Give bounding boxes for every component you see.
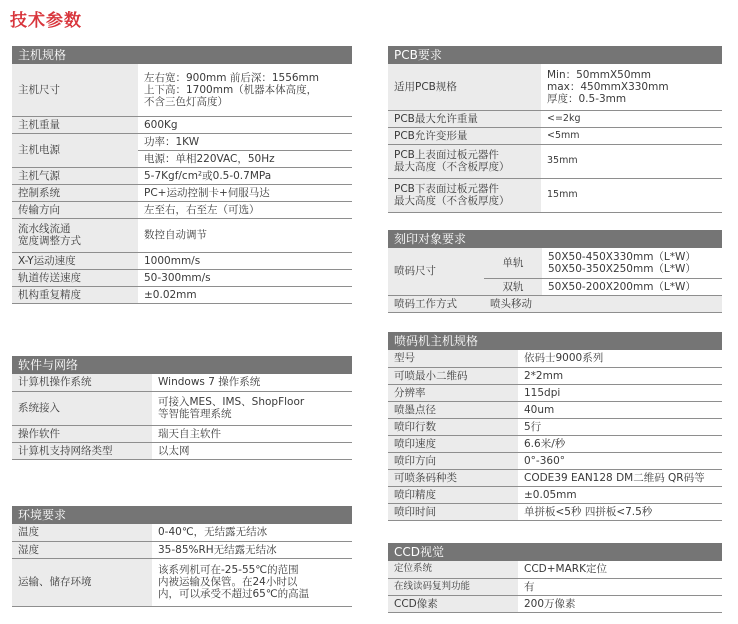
engrave-object-table xyxy=(388,230,722,313)
control-system-label: 控制系统 xyxy=(12,184,138,201)
xy-speed-label: X-Y运动速度 xyxy=(12,252,138,269)
transfer-direction-value: 左至右，右至左（可选） xyxy=(138,201,352,218)
print-lines-value: 5行 xyxy=(518,418,722,435)
os-label: 计算机操作系统 xyxy=(12,374,152,391)
barcode-types-label: 可喷条码种类 xyxy=(388,469,518,486)
print-accuracy-value: ±0.05mm xyxy=(518,486,722,503)
rail-speed-value: 50-300mm/s xyxy=(138,269,352,286)
ccd-pixel-value: 200万像素 xyxy=(518,595,722,612)
xy-speed-value: 1000mm/s xyxy=(138,252,352,269)
transport-storage-label: 运输、储存环境 xyxy=(12,558,152,606)
single-rail-value: 50X50-450X330mm（L*W） 50X50-350X250mm（L*W） xyxy=(542,248,722,278)
width-adjust-value: 数控自动调节 xyxy=(138,218,352,252)
dot-size-label: 喷墨点径 xyxy=(388,401,518,418)
online-read-label: 在线读码复判功能 xyxy=(388,578,518,595)
print-work-mode-label: 喷码工作方式 xyxy=(388,295,484,312)
host-spec-table xyxy=(12,46,352,304)
os-value: Windows 7 操作系统 xyxy=(152,374,352,391)
host-power-wattage: 功率：1KW xyxy=(138,133,352,150)
ccd-header: CCD视觉 xyxy=(388,543,722,561)
page-title: 技术参数 xyxy=(10,11,82,31)
print-time-label: 喷印时间 xyxy=(388,503,518,520)
resolution-value: 115dpi xyxy=(518,384,722,401)
print-direction-value: 0°-360° xyxy=(518,452,722,469)
pcb-weight-value: <=2kg xyxy=(541,110,722,127)
pcb-size-value: Min：50mmX50mm max：450mmX330mm 厚度：0.5-3mm xyxy=(541,64,722,110)
software-label: 操作软件 xyxy=(12,425,152,442)
resolution-label: 分辨率 xyxy=(388,384,518,401)
pcb-bottom-height-label: PCB下表面过板元器件 最大高度（不含板厚度） xyxy=(388,178,541,212)
ccd-pixel-label: CCD像素 xyxy=(388,595,518,612)
host-size-label: 主机尺寸 xyxy=(12,64,138,116)
network-type-label: 计算机支持网络类型 xyxy=(12,442,152,459)
printer-host-header: 喷码机主机规格 xyxy=(388,332,722,350)
ccd-table xyxy=(388,543,722,613)
width-adjust-label: 流水线流通 宽度调整方式 xyxy=(12,218,138,252)
pcb-top-height-label: PCB上表面过板元器件 最大高度（不含板厚度） xyxy=(388,144,541,178)
temperature-label: 温度 xyxy=(12,524,152,541)
environment-table xyxy=(12,506,352,607)
system-access-label: 系统接入 xyxy=(12,391,152,425)
host-power-label: 主机电源 xyxy=(12,133,138,167)
host-air-value: 5-7Kgf/cm²或0.5-0.7MPa xyxy=(138,167,352,184)
host-weight-label: 主机重量 xyxy=(12,116,138,133)
transport-storage-value: 该系列机可在-25-55℃的范围 内被运输及保管。在24小时以 内，可以承受不超过65℃的高温 xyxy=(152,558,352,606)
environment-header: 环境要求 xyxy=(12,506,352,524)
humidity-label: 湿度 xyxy=(12,541,152,558)
pcb-warp-label: PCB允许变形量 xyxy=(388,127,541,144)
min-qr-label: 可喷最小二维码 xyxy=(388,367,518,384)
pcb-top-height-value: 35mm xyxy=(541,144,722,178)
humidity-value: 35-85%RH无结露无结冰 xyxy=(152,541,352,558)
pcb-header: PCB要求 xyxy=(388,46,722,64)
positioning-value: CCD+MARK定位 xyxy=(518,561,722,578)
print-accuracy-label: 喷印精度 xyxy=(388,486,518,503)
rail-speed-label: 轨道传送速度 xyxy=(12,269,138,286)
host-weight-value: 600Kg xyxy=(138,116,352,133)
pcb-warp-value: <5mm xyxy=(541,127,722,144)
print-speed-value: 6.6米/秒 xyxy=(518,435,722,452)
online-read-value: 有 xyxy=(518,578,722,595)
print-size-label: 喷码尺寸 xyxy=(388,248,484,295)
print-work-mode-value: 喷头移动 xyxy=(484,295,722,312)
dot-size-value: 40um xyxy=(518,401,722,418)
print-time-value: 单拼板<5秒 四拼板<7.5秒 xyxy=(518,503,722,520)
dual-rail-value: 50X50-200X200mm（L*W） xyxy=(542,278,722,295)
model-label: 型号 xyxy=(388,350,518,367)
print-lines-label: 喷印行数 xyxy=(388,418,518,435)
print-speed-label: 喷印速度 xyxy=(388,435,518,452)
repeat-accuracy-label: 机构重复精度 xyxy=(12,286,138,303)
software-value: 瑞天自主软件 xyxy=(152,425,352,442)
control-system-value: PC+运动控制卡+伺服马达 xyxy=(138,184,352,201)
pcb-size-label: 适用PCB规格 xyxy=(388,64,541,110)
host-spec-header: 主机规格 xyxy=(12,46,352,64)
model-value: 依码士9000系列 xyxy=(518,350,722,367)
min-qr-value: 2*2mm xyxy=(518,367,722,384)
dual-rail-label: 双轨 xyxy=(484,278,542,295)
engrave-object-header: 刻印对象要求 xyxy=(388,230,722,248)
print-direction-label: 喷印方向 xyxy=(388,452,518,469)
barcode-types-value: CODE39 EAN128 DM二维码 QR码等 xyxy=(518,469,722,486)
single-rail-label: 单轨 xyxy=(484,248,542,278)
host-power-supply: 电源：单相220VAC，50Hz xyxy=(138,150,352,167)
pcb-bottom-height-value: 15mm xyxy=(541,178,722,212)
pcb-table xyxy=(388,46,722,213)
pcb-weight-label: PCB最大允许重量 xyxy=(388,110,541,127)
network-type-value: 以太网 xyxy=(152,442,352,459)
temperature-value: 0-40℃，无结露无结冰 xyxy=(152,524,352,541)
host-size-value: 左右宽：900mm 前后深：1556mm 上下高：1700mm（机器本体高度， 不含三色灯高度） xyxy=(138,64,352,116)
positioning-label: 定位系统 xyxy=(388,561,518,578)
software-network-header: 软件与网络 xyxy=(12,356,352,374)
host-air-label: 主机气源 xyxy=(12,167,138,184)
printer-host-table xyxy=(388,332,722,521)
transfer-direction-label: 传输方向 xyxy=(12,201,138,218)
repeat-accuracy-value: ±0.02mm xyxy=(138,286,352,303)
software-network-table xyxy=(12,356,352,460)
system-access-value: 可接入MES、IMS、ShopFloor 等智能管理系统 xyxy=(152,391,352,425)
